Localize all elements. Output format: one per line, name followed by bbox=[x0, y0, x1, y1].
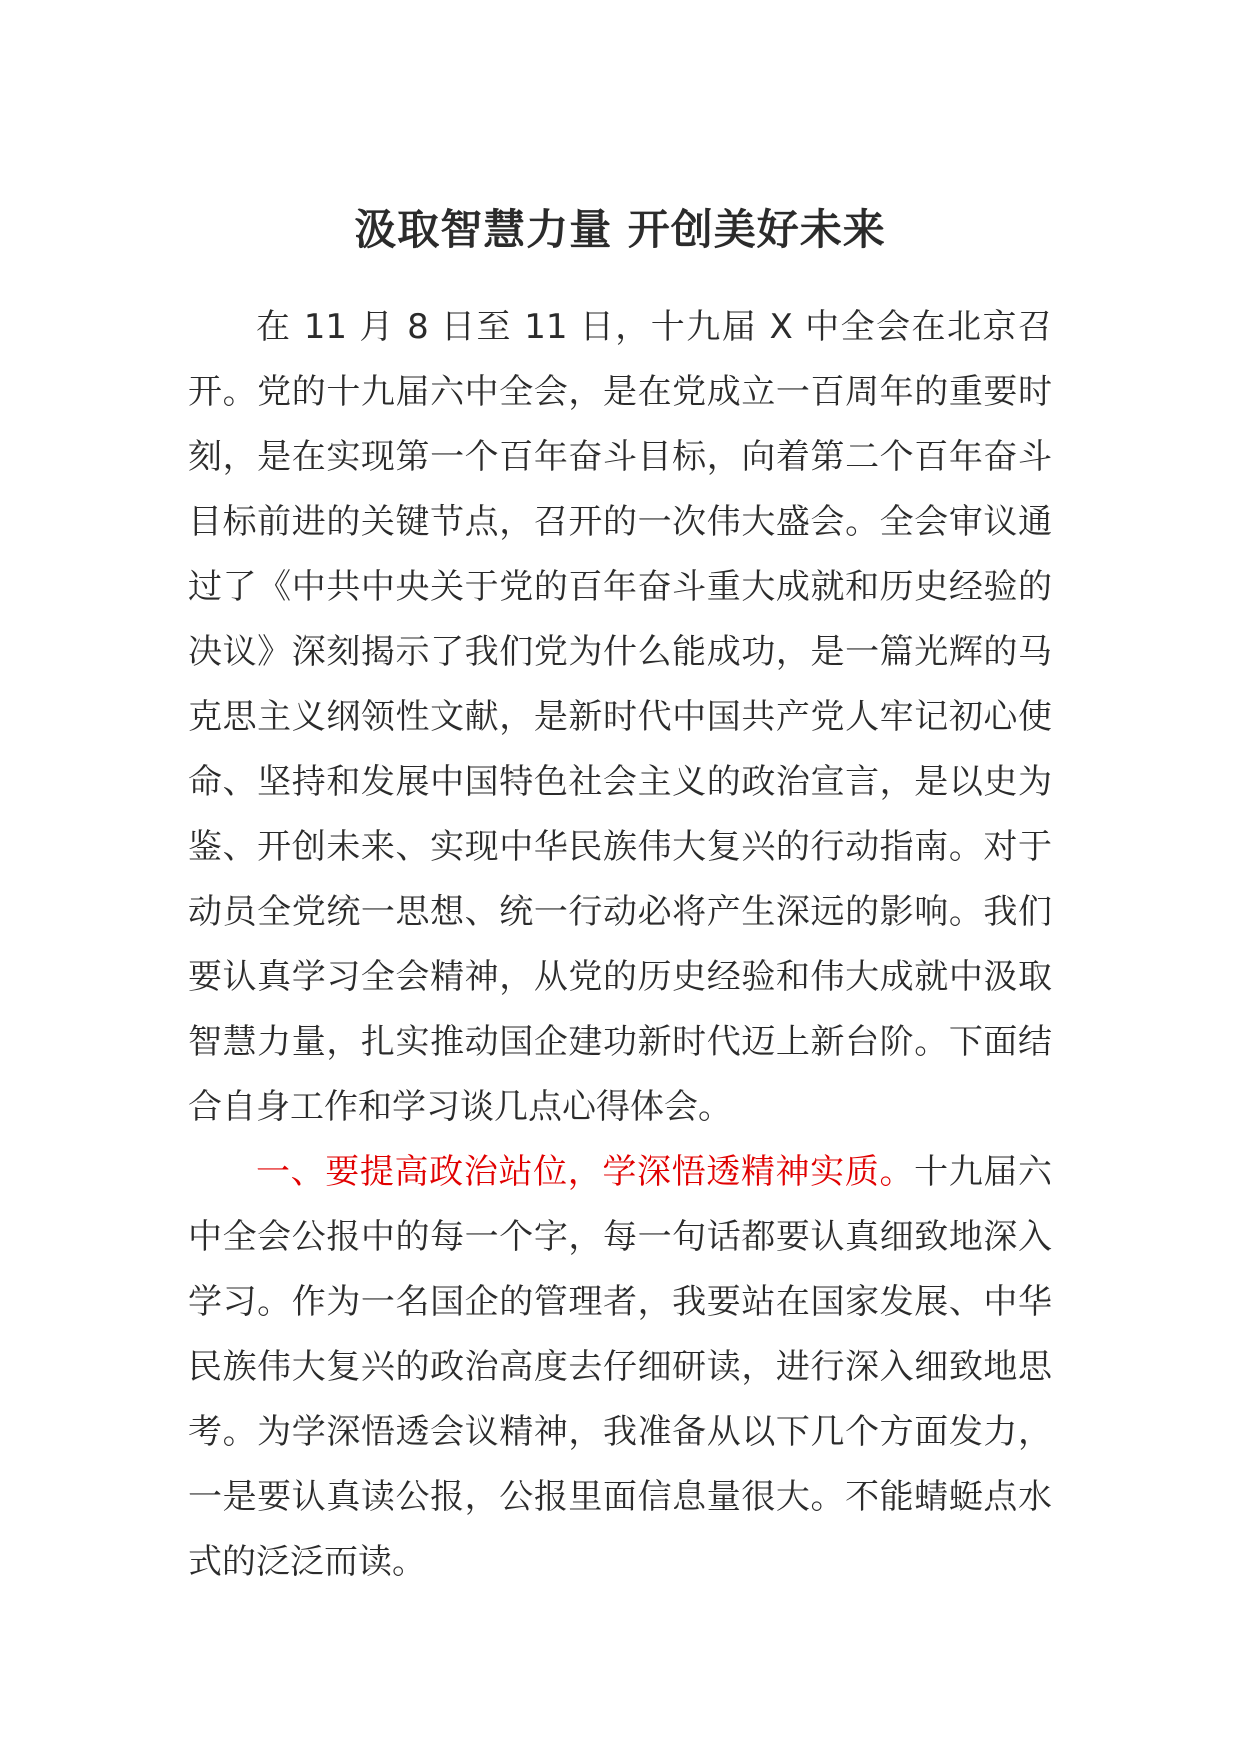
section-1-text: 十九届六中全会公报中的每一个字，每一句话都要认真细致地深入学习。作为一名国企的管理者，我要站在国家发展、中华民族伟大复兴的政治高度去仔细研读，进行深入细致地思考。为学深悟透会议精神，我准备从以下几个方面发力，一是要认真读公报，公报里面信息量很大。不能蜻蜓点水式的泛泛而读。 bbox=[188, 1152, 1053, 1582]
document-body bbox=[188, 295, 1052, 1595]
document-title: 汲取智慧力量 开创美好未来 bbox=[354, 205, 886, 254]
section-1-paragraph bbox=[188, 1140, 1052, 1595]
section-1-heading: 一、要提高政治站位，学深悟透精神实质。 bbox=[256, 1152, 915, 1192]
intro-paragraph: 在 11 月 8 日至 11 日，十九届 X 中全会在北京召开。党的十九届六中全会，是在党成立一百周年的重要时刻，是在实现第一个百年奋斗目标，向着第二个百年奋斗目标前进的关键节点，召开的一次伟大盛会。全会审议通过了《中共中央关于党的百年奋斗重大成就和历史经验的决议》深刻揭示了我们党为什么能成功，是一篇光辉的马克思主义纲领性文献，是新时代中国共产党人牢记初心使命、坚持和发展中国特色社会主义的政治宣言，是以史为鉴、开创未来、实现中华民族伟大复兴的行动指南。对于动员全党统一思想、统一行动必将产生深远的影响。我们要认真学习全会精神，从党的历史经验和伟大成就中汲取智慧力量，扎实推动国企建功新时代迈上新台阶。下面结合自身工作和学习谈几点心得体会。 bbox=[188, 307, 1052, 1127]
